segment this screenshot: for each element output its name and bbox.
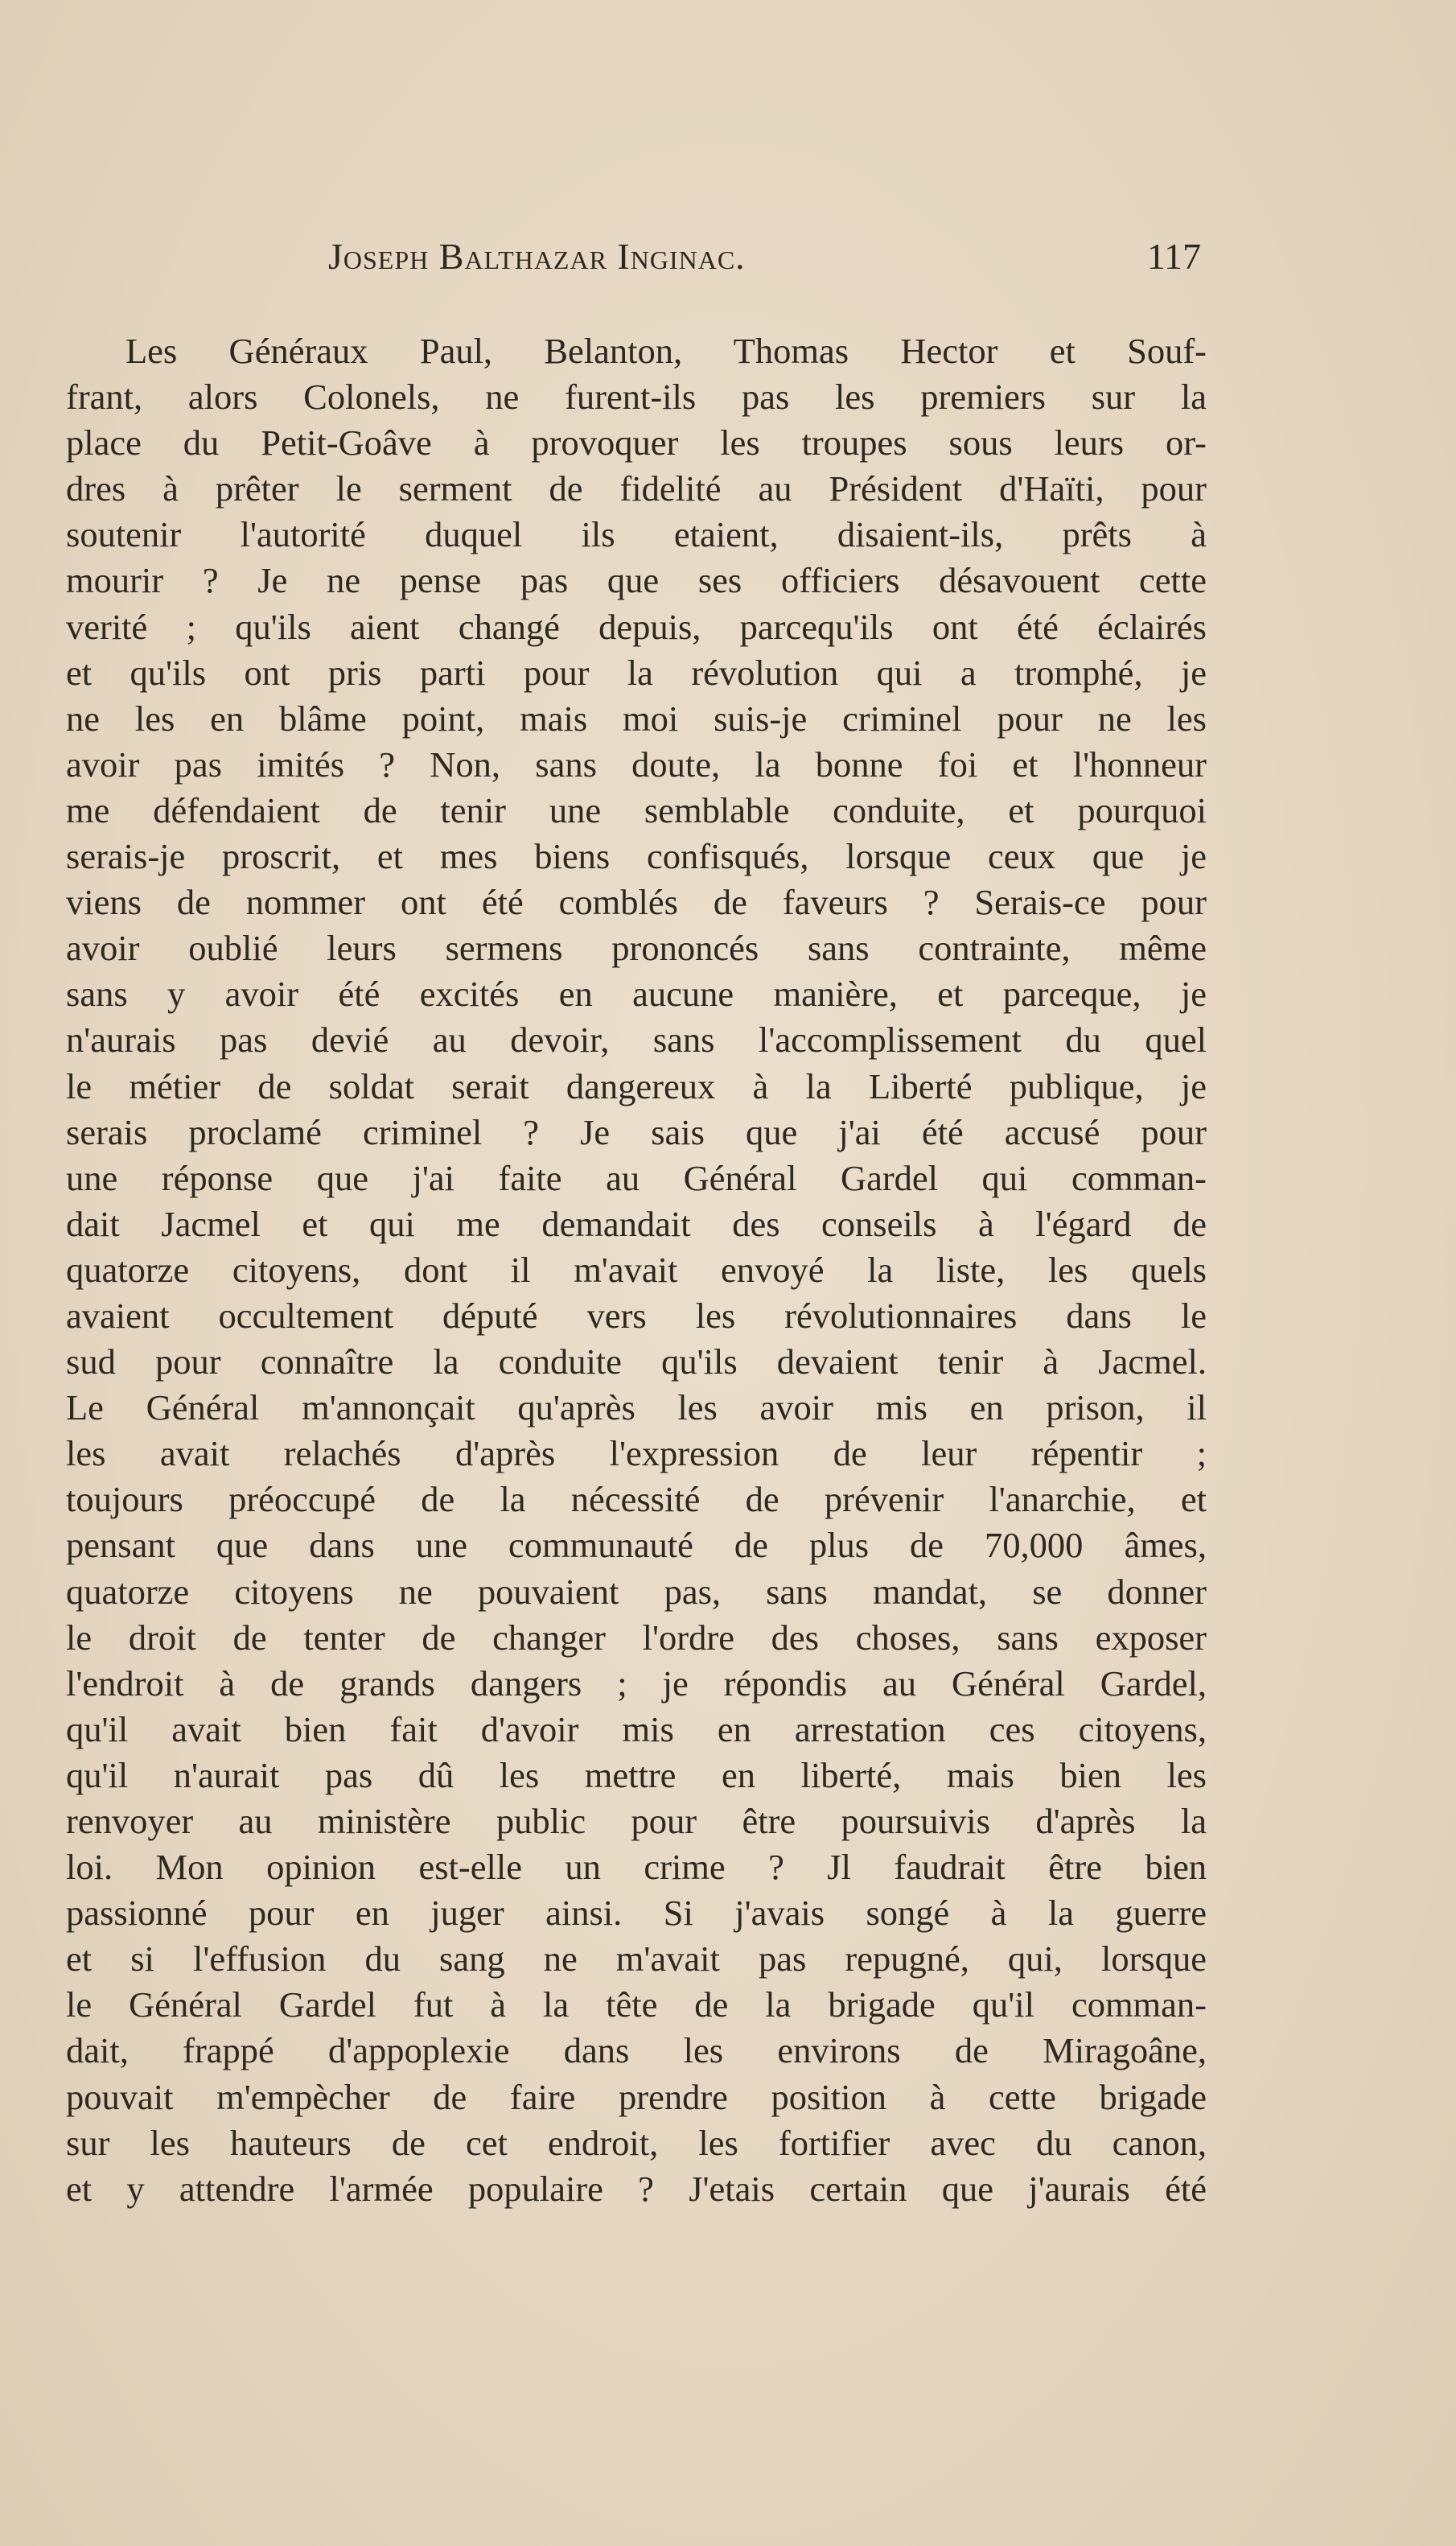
text-line: le droit de tenter de changer l'ordre des choses, sans exposer [66,1617,1207,1658]
text-line: sans y avoir été excités en aucune manière, et parceque, je [66,974,1207,1015]
text-line: dait, frappé d'appoplexie dans les environs de Miragoâne, [66,2030,1207,2071]
text-line: ne les en blâme point, mais moi suis-je criminel pour ne les [66,698,1207,739]
text-line: viens de nommer ont été comblés de faveurs ? Serais-ce pour [66,882,1207,923]
text-line: et y attendre l'armée populaire ? J'etais certain que j'aurais été [66,2168,1207,2209]
text-line: serais-je proscrit, et mes biens confisqués, lorsque ceux que je [66,836,1207,877]
text-line: pouvait m'empècher de faire prendre position à cette brigade [66,2076,1207,2117]
text-line: place du Petit-Goâve à provoquer les troupes sous leurs or- [66,422,1207,463]
text-line: sud pour connaître la conduite qu'ils devaient tenir à Jacmel. [66,1341,1207,1382]
text-line: dait Jacmel et qui me demandait des conseils à l'égard de [66,1203,1207,1244]
text-line: et qu'ils ont pris parti pour la révolution qui a tromphé, je [66,652,1207,693]
text-line: mourir ? Je ne pense pas que ses officiers désavouent cette [66,560,1207,601]
text-line: l'endroit à de grands dangers ; je répondis au Général Gardel, [66,1662,1207,1704]
text-line: avaient occultement député vers les révolutionnaires dans le [66,1295,1207,1336]
text-line: serais proclamé criminel ? Je sais que j'ai été accusé pour [66,1111,1207,1152]
body-text [66,328,1207,2212]
running-head-title: Joseph Balthazar Inginac. [328,236,746,277]
page-number: 117 [1146,236,1201,277]
text-line: Les Généraux Paul, Belanton, Thomas Hector et Souf- [125,331,1207,371]
text-line: soutenir l'autorité duquel ils etaient, disaient-ils, prêts à [66,514,1207,555]
text-line: qu'il n'aurait pas dû les mettre en liberté, mais bien les [66,1754,1207,1795]
text-line: n'aurais pas devié au devoir, sans l'accomplissement du quel [66,1020,1207,1061]
text-line: le métier de soldat serait dangereux à la Liberté publique, je [66,1065,1207,1106]
text-line: dres à prêter le serment de fidelité au Président d'Haïti, pour [66,468,1207,509]
text-line: quatorze citoyens, dont il m'avait envoyé la liste, les quels [66,1249,1207,1290]
text-line: quatorze citoyens ne pouvaient pas, sans mandat, se donner [66,1571,1207,1612]
text-line: avoir oublié leurs sermens prononcés sans contrainte, même [66,928,1207,969]
text-line: sur les hauteurs de cet endroit, les fortifier avec du canon, [66,2122,1207,2163]
text-line: verité ; qu'ils aient changé depuis, parcequ'ils ont été éclairés [66,606,1207,647]
text-line: toujours préoccupé de la nécessité de prévenir l'anarchie, et [66,1479,1207,1520]
text-line: et si l'effusion du sang ne m'avait pas repugné, qui, lorsque [66,1938,1207,1980]
text-line: pensant que dans une communauté de plus de 70,000 âmes, [66,1525,1207,1566]
text-line: passionné pour en juger ainsi. Si j'avais songé à la guerre [66,1893,1207,1934]
text-line: avoir pas imités ? Non, sans doute, la bonne foi et l'honneur [66,744,1207,785]
running-head [328,235,1201,283]
text-line: une réponse que j'ai faite au Général Gardel qui comman- [66,1157,1207,1198]
text-line: les avait relachés d'après l'expression de leur répentir ; [66,1433,1207,1474]
text-line: frant, alors Colonels, ne furent-ils pas les premiers sur la [66,377,1207,418]
text-line: renvoyer au ministère public pour être poursuivis d'après la [66,1801,1207,1841]
text-line: me défendaient de tenir une semblable conduite, et pourquoi [66,789,1207,830]
text-line: qu'il avait bien fait d'avoir mis en arrestation ces citoyens, [66,1708,1207,1749]
text-line: le Général Gardel fut à la tête de la brigade qu'il comman- [66,1984,1207,2025]
text-line: Le Général m'annonçait qu'après les avoir mis en prison, il [66,1387,1207,1428]
text-line: loi. Mon opinion est-elle un crime ? Jl faudrait être bien [66,1847,1207,1888]
